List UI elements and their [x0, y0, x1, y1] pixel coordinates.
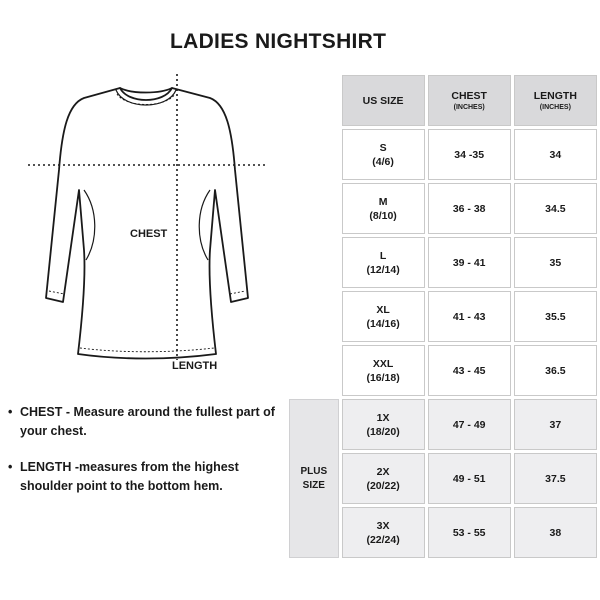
- note-chest: [8, 403, 278, 441]
- chest-cell: 39 - 41: [428, 237, 511, 288]
- size-cell: [342, 129, 425, 180]
- size-code: 3X: [376, 519, 390, 532]
- length-cell: 38: [514, 507, 597, 558]
- plus-size-label: [289, 399, 339, 558]
- header-chest-unit: (INCHES): [453, 103, 485, 111]
- size-code: XXL: [372, 357, 394, 370]
- size-code: M: [378, 195, 388, 208]
- length-cell: 36.5: [514, 345, 597, 396]
- size-code: L: [379, 249, 387, 262]
- size-cell: [342, 507, 425, 558]
- header-length: [514, 75, 597, 126]
- size-range: (8/10): [369, 209, 397, 222]
- size-range: (14/16): [366, 317, 400, 330]
- size-code: S: [379, 141, 387, 154]
- chest-cell: 49 - 51: [428, 453, 511, 504]
- header-chest-label: CHEST: [451, 89, 487, 102]
- size-range: (20/22): [366, 479, 400, 492]
- note-length-text: LENGTH -measures from the highest shoulder point to the bottom hem.: [20, 460, 239, 493]
- header-length-unit: (INCHES): [539, 103, 571, 111]
- note-chest-text: CHEST - Measure around the fullest part of your chest.: [20, 405, 275, 438]
- nightshirt-illustration: [20, 70, 270, 380]
- measurement-notes: [8, 403, 278, 513]
- empty-cell: [289, 345, 339, 396]
- plus-label-line1: PLUS: [300, 465, 328, 477]
- size-cell: [342, 453, 425, 504]
- length-cell: 34: [514, 129, 597, 180]
- table-row: [289, 237, 597, 288]
- size-code: XL: [376, 303, 390, 316]
- size-code: 2X: [376, 465, 390, 478]
- size-range: (12/14): [366, 263, 400, 276]
- table-row: [289, 291, 597, 342]
- size-cell: [342, 399, 425, 450]
- empty-cell: [289, 183, 339, 234]
- table-row: [289, 345, 597, 396]
- chest-cell: 43 - 45: [428, 345, 511, 396]
- bullet: •: [8, 460, 13, 474]
- plus-label-line2: SIZE: [302, 479, 325, 491]
- chest-cell: 53 - 55: [428, 507, 511, 558]
- size-cell: [342, 345, 425, 396]
- table-header-row: [289, 75, 597, 126]
- chest-cell: 47 - 49: [428, 399, 511, 450]
- size-range: (18/20): [366, 425, 400, 438]
- table-row: [289, 183, 597, 234]
- size-cell: [342, 291, 425, 342]
- table-row: [289, 129, 597, 180]
- chest-cell: 34 -35: [428, 129, 511, 180]
- chest-cell: 41 - 43: [428, 291, 511, 342]
- empty-cell: [289, 291, 339, 342]
- header-chest: [428, 75, 511, 126]
- size-range: (16/18): [366, 371, 400, 384]
- note-length: [8, 458, 278, 496]
- empty-cell: [289, 237, 339, 288]
- size-range: (22/24): [366, 533, 400, 546]
- size-code: 1X: [376, 411, 390, 424]
- chest-cell: 36 - 38: [428, 183, 511, 234]
- table-row: [289, 399, 597, 450]
- header-us-size: US SIZE: [342, 75, 425, 126]
- length-cell: 37.5: [514, 453, 597, 504]
- length-cell: 35.5: [514, 291, 597, 342]
- header-length-label: LENGTH: [533, 89, 577, 102]
- length-guide-label: LENGTH: [172, 360, 218, 372]
- empty-cell: [289, 129, 339, 180]
- bullet: •: [8, 405, 13, 419]
- size-cell: [342, 183, 425, 234]
- empty-corner-cell: [289, 75, 339, 126]
- page-title: LADIES NIGHTSHIRT: [170, 30, 387, 53]
- nightshirt-diagram: [20, 70, 270, 380]
- length-cell: 35: [514, 237, 597, 288]
- chest-guide-label: CHEST: [130, 228, 168, 240]
- size-chart-table: [286, 72, 600, 561]
- length-cell: 37: [514, 399, 597, 450]
- size-range: (4/6): [372, 155, 394, 168]
- length-cell: 34.5: [514, 183, 597, 234]
- size-cell: [342, 237, 425, 288]
